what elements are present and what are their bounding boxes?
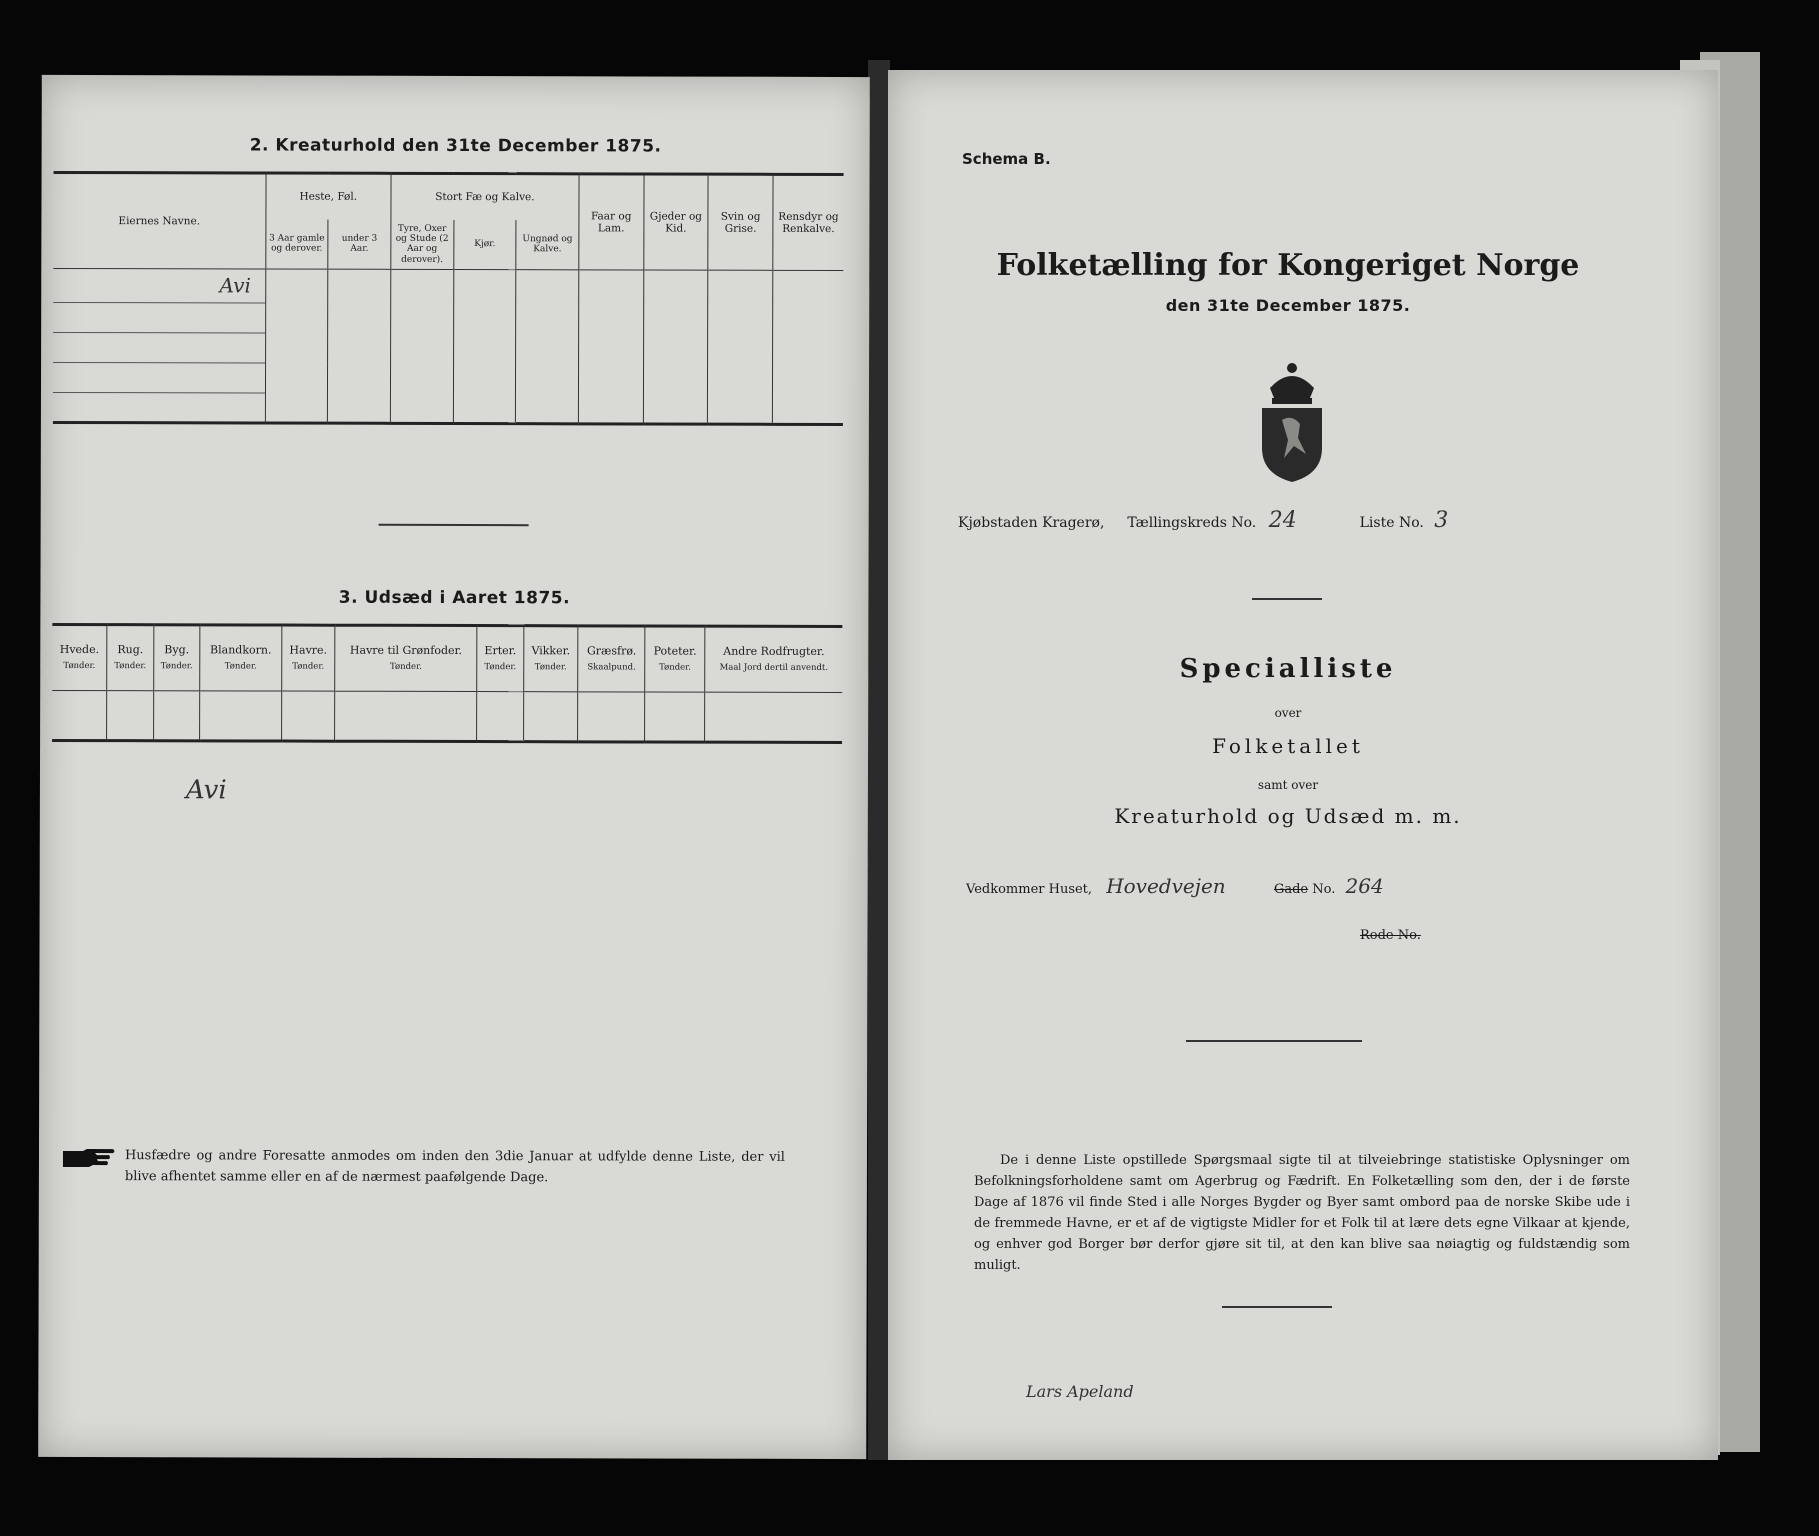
sowing-column-unit: Tønder.: [224, 661, 257, 672]
intro-paragraph: De i denne Liste opstillede Spørgsmaal sigte til at tilveiebringe statistiske Oplysninger om Befolkningsforholdene samt om Agerbrug og Fædrift. En Folketælling som den, der i de første Dage af 1876 vil finde Sted i alle Norges Bygder og Byer samt ombord paa de norske Skibe ude i de fremmede Havne, er et af de vigtigste Midler for et Folk til at lære dets egne Vilkaar at kjende, og enhver god Borger bør derfor gjøre sit til, at den kan blive saa nøiagtig og fuldstændig som muligt.: [974, 1153, 1630, 1273]
faar-header: Faar og Lam.: [579, 174, 644, 270]
norway-coat-of-arms-icon: [1248, 358, 1336, 488]
sowing-cell: [477, 692, 524, 742]
heste-header: Heste, Føl.: [266, 173, 391, 219]
section3-title: 3. Udsæd i Aaret 1875.: [338, 587, 571, 609]
sowing-column-header: [282, 625, 335, 691]
sowing-column-header: [705, 626, 843, 692]
sowing-cell: [52, 690, 107, 740]
sowing-column-unit: Tønder.: [659, 662, 692, 674]
sowing-column-header: [477, 626, 524, 692]
sowing-column-unit: Tønder.: [63, 661, 96, 672]
sowing-column-header: [645, 626, 705, 692]
sowing-handwritten: Avi: [185, 775, 227, 806]
liste-value: 3: [1434, 508, 1449, 533]
sowing-column-unit: Tønder.: [534, 662, 567, 673]
sowing-data-row: [52, 690, 842, 742]
sowing-column-header: [200, 625, 282, 691]
gade-label: Gade: [1273, 882, 1309, 897]
signature: Lars Apeland: [1026, 1382, 1134, 1401]
divider: [1186, 1040, 1362, 1042]
sowing-column-name: Havre til Grønfoder.: [349, 643, 463, 657]
sowing-cell: [523, 692, 578, 742]
sowing-cell: [335, 691, 477, 741]
sowing-column-unit: Skaalpund.: [587, 662, 636, 673]
kreds-value: 24: [1268, 508, 1297, 533]
specialliste-title: Specialliste: [1179, 654, 1397, 684]
gade-no-value: 264: [1345, 874, 1384, 898]
section2-title: 2. Kreaturhold den 31te December 1875.: [249, 135, 662, 157]
fae-header: Stort Fæ og Kalve.: [391, 173, 579, 219]
sowing-column-name: Erter.: [484, 643, 517, 657]
sowing-column-name: Havre.: [289, 643, 328, 657]
sowing-column-name: Byg.: [164, 643, 190, 657]
vedkommer-label: Vedkommer Huset,: [966, 882, 1093, 897]
sowing-column-header: [153, 625, 200, 691]
sowing-cell: [107, 691, 154, 741]
sowing-column-unit: Maal Jord dertil anvendt.: [719, 663, 829, 674]
samt-over-text: samt over: [1257, 778, 1319, 792]
kjobstaden-value: Kragerø,: [1042, 515, 1105, 531]
sowing-column-header: [578, 626, 645, 692]
location-line: [958, 508, 1678, 533]
census-date: den 31te December 1875.: [1165, 296, 1411, 315]
right-page: [888, 70, 1718, 1460]
sowing-column-unit: Tønder.: [160, 661, 193, 672]
sowing-column-header: [523, 626, 578, 692]
rode-label: Rode No.: [1360, 928, 1421, 943]
main-title: Folketælling for Kongeriget Norge: [996, 248, 1580, 283]
divider: [379, 524, 529, 526]
schema-label: Schema B.: [962, 150, 1051, 168]
vedkommer-value: Hovedvejen: [1106, 874, 1226, 898]
sowing-column-name: Rug.: [117, 642, 144, 656]
sowing-column-header: [52, 624, 107, 690]
divider: [1222, 1306, 1332, 1308]
fae-c-header: Ungnød og Kalve.: [516, 220, 579, 270]
folketallet-title: Folketallet: [1212, 734, 1364, 758]
sowing-column-name: Andre Rodfrugter.: [723, 644, 825, 658]
divider: [1252, 598, 1322, 600]
pointing-hand-icon: [61, 1147, 117, 1173]
gade-no-label: No.: [1312, 882, 1336, 897]
owner-header: Eiernes Navne.: [53, 172, 265, 269]
heste-b-header: under 3 Aar.: [328, 219, 391, 269]
kreds-label: Tællingskreds No.: [1127, 515, 1257, 531]
sowing-column-header: [335, 625, 477, 691]
sowing-column-name: Græsfrø.: [586, 644, 637, 658]
sowing-cell: [200, 691, 282, 741]
sowing-table: [52, 623, 842, 744]
livestock-table: [53, 171, 844, 426]
kreaturhold-title: Kreaturhold og Udsæd m. m.: [1114, 804, 1462, 828]
house-line: [966, 874, 1666, 898]
sowing-column-name: Vikker.: [531, 643, 571, 658]
sowing-column-name: Blandkorn.: [210, 643, 272, 657]
liste-label: Liste No.: [1359, 515, 1424, 531]
svin-header: Svin og Grise.: [708, 174, 773, 270]
rensdyr-header: Rensdyr og Renkalve.: [773, 174, 844, 270]
sowing-column-unit: Tønder.: [292, 662, 325, 673]
sowing-column-name: Hvede.: [59, 642, 100, 656]
sowing-cell: [153, 691, 200, 741]
sowing-cell: [578, 692, 645, 742]
over-text: over: [1274, 706, 1302, 720]
page-edge-stack: [868, 60, 890, 1460]
sowing-column-unit: Tønder.: [389, 662, 422, 673]
kjobstaden-label: Kjøbstaden: [958, 515, 1038, 531]
sowing-cell: [705, 692, 842, 742]
sowing-column-unit: Tønder.: [114, 661, 147, 672]
fae-b-header: Kjør.: [453, 219, 516, 269]
sowing-cell: [281, 691, 334, 741]
sowing-column-unit: Tønder.: [484, 662, 517, 673]
left-page: [38, 75, 870, 1459]
livestock-handwritten: Avi: [219, 273, 251, 298]
heste-a-header: 3 Aar gamle og derover.: [265, 219, 328, 269]
sowing-column-name: Poteter.: [653, 644, 697, 658]
sowing-column-header: [107, 625, 154, 691]
sowing-header-row: [52, 624, 842, 692]
notice-text: Husfædre og andre Foresatte anmodes om inden den 3die Januar at udfylde denne Liste, der vil blive afhentet samme eller en af de nærmest paafølgende Dage.: [124, 1148, 785, 1186]
fae-a-header: Tyre, Oxer og Stude (2 Aar og derover).: [391, 219, 454, 269]
sowing-cell: [645, 692, 705, 742]
gjeder-header: Gjeder og Kid.: [643, 174, 708, 270]
